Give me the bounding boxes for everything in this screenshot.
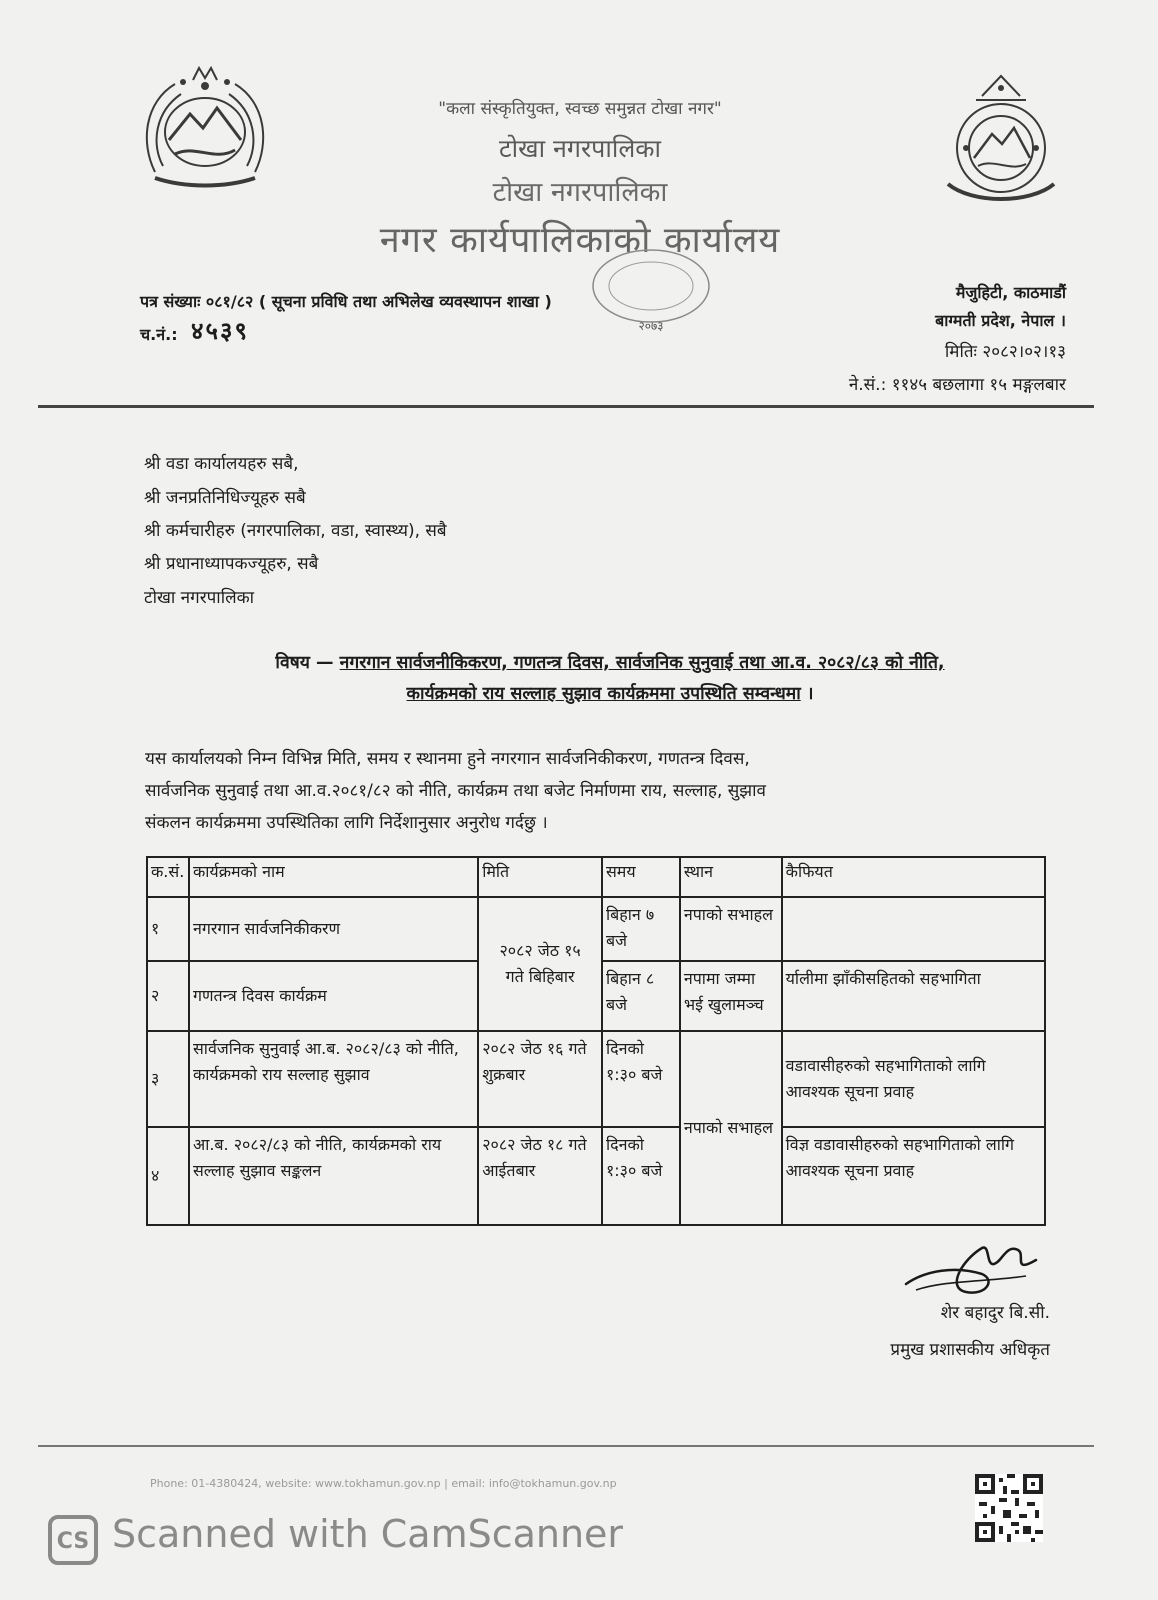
row-remarks bbox=[782, 897, 1045, 961]
row-date: २०८२ जेठ १६ गते शुक्रबार bbox=[478, 1031, 602, 1127]
row-remarks: विज्ञ वडावासीहरुको सहभागिताको लागि आवश्यक सूचना प्रवाह bbox=[782, 1127, 1045, 1225]
header-divider bbox=[38, 405, 1094, 408]
footer-contact: Phone: 01-4380424, website: www.tokhamun.gov.np | email: info@tokhamun.gov.np bbox=[150, 1477, 617, 1490]
signatory-name: शेर बहादुर बि.सी. bbox=[940, 1303, 1050, 1323]
row-place: नपाको सभाहल bbox=[680, 897, 782, 961]
header-date: मिति bbox=[478, 857, 602, 897]
dispatch-number: ४५३९ bbox=[191, 317, 249, 345]
row-time: दिनको १:३० बजे bbox=[602, 1031, 680, 1127]
table-row bbox=[147, 1127, 1045, 1225]
body-line: यस कार्यालयको निम्न विभिन्न मिति, समय र स्थानमा हुने नगरगान सार्वजनिकीकरण, गणतन्त्र दिवस, bbox=[145, 749, 750, 769]
row-program: नगरगान सार्वजनिकीकरण bbox=[189, 897, 478, 961]
letter-date: मितिः २०८२।०२।१३ bbox=[944, 342, 1066, 362]
row-sn: ४ bbox=[147, 1127, 189, 1225]
recipient-line: श्री जनप्रतिनिधिज्यूहरु सबै bbox=[144, 488, 306, 508]
municipality-name: टोखा नगरपालिका bbox=[499, 134, 661, 163]
subject bbox=[140, 648, 1080, 710]
recipient-line: टोखा नगरपालिका bbox=[144, 588, 255, 608]
body-line: सार्वजनिक सुनुवाई तथा आ.व.२०८१/८२ को नीति, कार्यक्रम तथा बजेट निर्माणमा राय, सल्लाह, सुझाव bbox=[145, 781, 766, 801]
location-line-2: बाग्मती प्रदेश, नेपाल । bbox=[935, 311, 1066, 330]
row-sn: १ bbox=[147, 897, 189, 961]
row-place: नपाको सभाहल bbox=[680, 1031, 782, 1225]
subject-line-1 bbox=[140, 648, 1080, 679]
nepal-sambat-date: ने.सं.: ११४५ बछलागा १५ मङ्गलबार bbox=[848, 375, 1066, 395]
table-row bbox=[147, 1031, 1045, 1127]
subject-text-2: कार्यक्रमको राय सल्लाह सुझाव कार्यक्रममा उपस्थिति सम्वन्धमा bbox=[406, 684, 801, 704]
row-time: दिनको १:३० बजे bbox=[602, 1127, 680, 1225]
camscanner-logo-letters: CS bbox=[56, 1529, 90, 1554]
recipient-line: श्री वडा कार्यालयहरु सबै, bbox=[144, 454, 299, 474]
signature bbox=[886, 1240, 1046, 1302]
row-sn: २ bbox=[147, 961, 189, 1031]
location-line-1: मैजुहिटी, काठमाडौं bbox=[955, 283, 1066, 302]
body-line: संकलन कार्यक्रममा उपस्थितिका लागि निर्देशानुसार अनुरोध गर्दछु । bbox=[145, 813, 548, 833]
municipality-logo-icon bbox=[942, 72, 1060, 212]
dispatch-label: च.नं.: bbox=[140, 325, 178, 344]
header-place: स्थान bbox=[680, 857, 782, 897]
header-program: कार्यक्रमको नाम bbox=[189, 857, 478, 897]
letter-reference: पत्र संख्याः ०८१/८२ ( सूचना प्रविधि तथा अभिलेख व्यवस्थापन शाखा ) bbox=[140, 292, 552, 311]
row-place: नपामा जम्मा भई खुलामञ्च bbox=[680, 961, 782, 1031]
camscanner-watermark: Scanned with CamScanner bbox=[112, 1512, 624, 1556]
table-row bbox=[147, 897, 1045, 961]
subject-line-2 bbox=[140, 679, 1080, 710]
row-time: बिहान ८ बजे bbox=[602, 961, 680, 1031]
subject-end: । bbox=[800, 684, 814, 704]
header-remarks: कैफियत bbox=[782, 857, 1045, 897]
municipality-name-repeat: टोखा नगरपालिका bbox=[492, 177, 668, 208]
row-time: बिहान ७ बजे bbox=[602, 897, 680, 961]
row-date: २०८२ जेठ १५ गते बिहिबार bbox=[478, 897, 602, 1031]
header-sn: क.सं. bbox=[147, 857, 189, 897]
footer-divider bbox=[38, 1445, 1094, 1447]
qr-code-icon bbox=[975, 1474, 1043, 1542]
recipient-line: श्री कर्मचारीहरु (नगरपालिका, वडा, स्वास्थ्य), सबै bbox=[144, 521, 447, 541]
row-remarks: वडावासीहरुको सहभागिताको लागि आवश्यक सूचना प्रवाह bbox=[782, 1031, 1045, 1127]
office-stamp bbox=[586, 244, 716, 336]
row-remarks: र्यालीमा झाँकीसहितको सहभागिता bbox=[782, 961, 1045, 1031]
header-time: समय bbox=[602, 857, 680, 897]
row-date: २०८२ जेठ १८ गते आईतबार bbox=[478, 1127, 602, 1225]
slogan: "कला संस्कृतियुक्त, स्वच्छ समुन्नत टोखा नगर" bbox=[438, 99, 722, 119]
subject-label: विषय — bbox=[275, 653, 340, 673]
row-program: सार्वजनिक सुनुवाई आ.ब. २०८२/८३ को नीति, कार्यक्रमको राय सल्लाह सुझाव bbox=[189, 1031, 478, 1127]
table-header-row bbox=[147, 857, 1045, 897]
row-program: आ.ब. २०८२/८३ को नीति, कार्यक्रमको राय सल्लाह सुझाव सङ्कलन bbox=[189, 1127, 478, 1225]
signatory-title: प्रमुख प्रशासकीय अधिकृत bbox=[890, 1340, 1050, 1360]
nepal-emblem-icon bbox=[135, 62, 275, 194]
program-schedule-table bbox=[146, 856, 1046, 1226]
camscanner-logo-icon bbox=[48, 1515, 98, 1565]
stamp-number: २०७३ bbox=[638, 319, 664, 333]
subject-text-1: नगरगान सार्वजनीकिकरण, गणतन्त्र दिवस, सार्वजनिक सुनुवाई तथा आ.व. २०८२/८३ को नीति, bbox=[339, 653, 945, 673]
row-sn: ३ bbox=[147, 1031, 189, 1127]
office-title: नगर कार्यपालिकाको कार्यालय bbox=[379, 220, 781, 261]
recipient-line: श्री प्रधानाध्यापकज्यूहरु, सबै bbox=[144, 554, 319, 574]
row-program: गणतन्त्र दिवस कार्यक्रम bbox=[189, 961, 478, 1031]
